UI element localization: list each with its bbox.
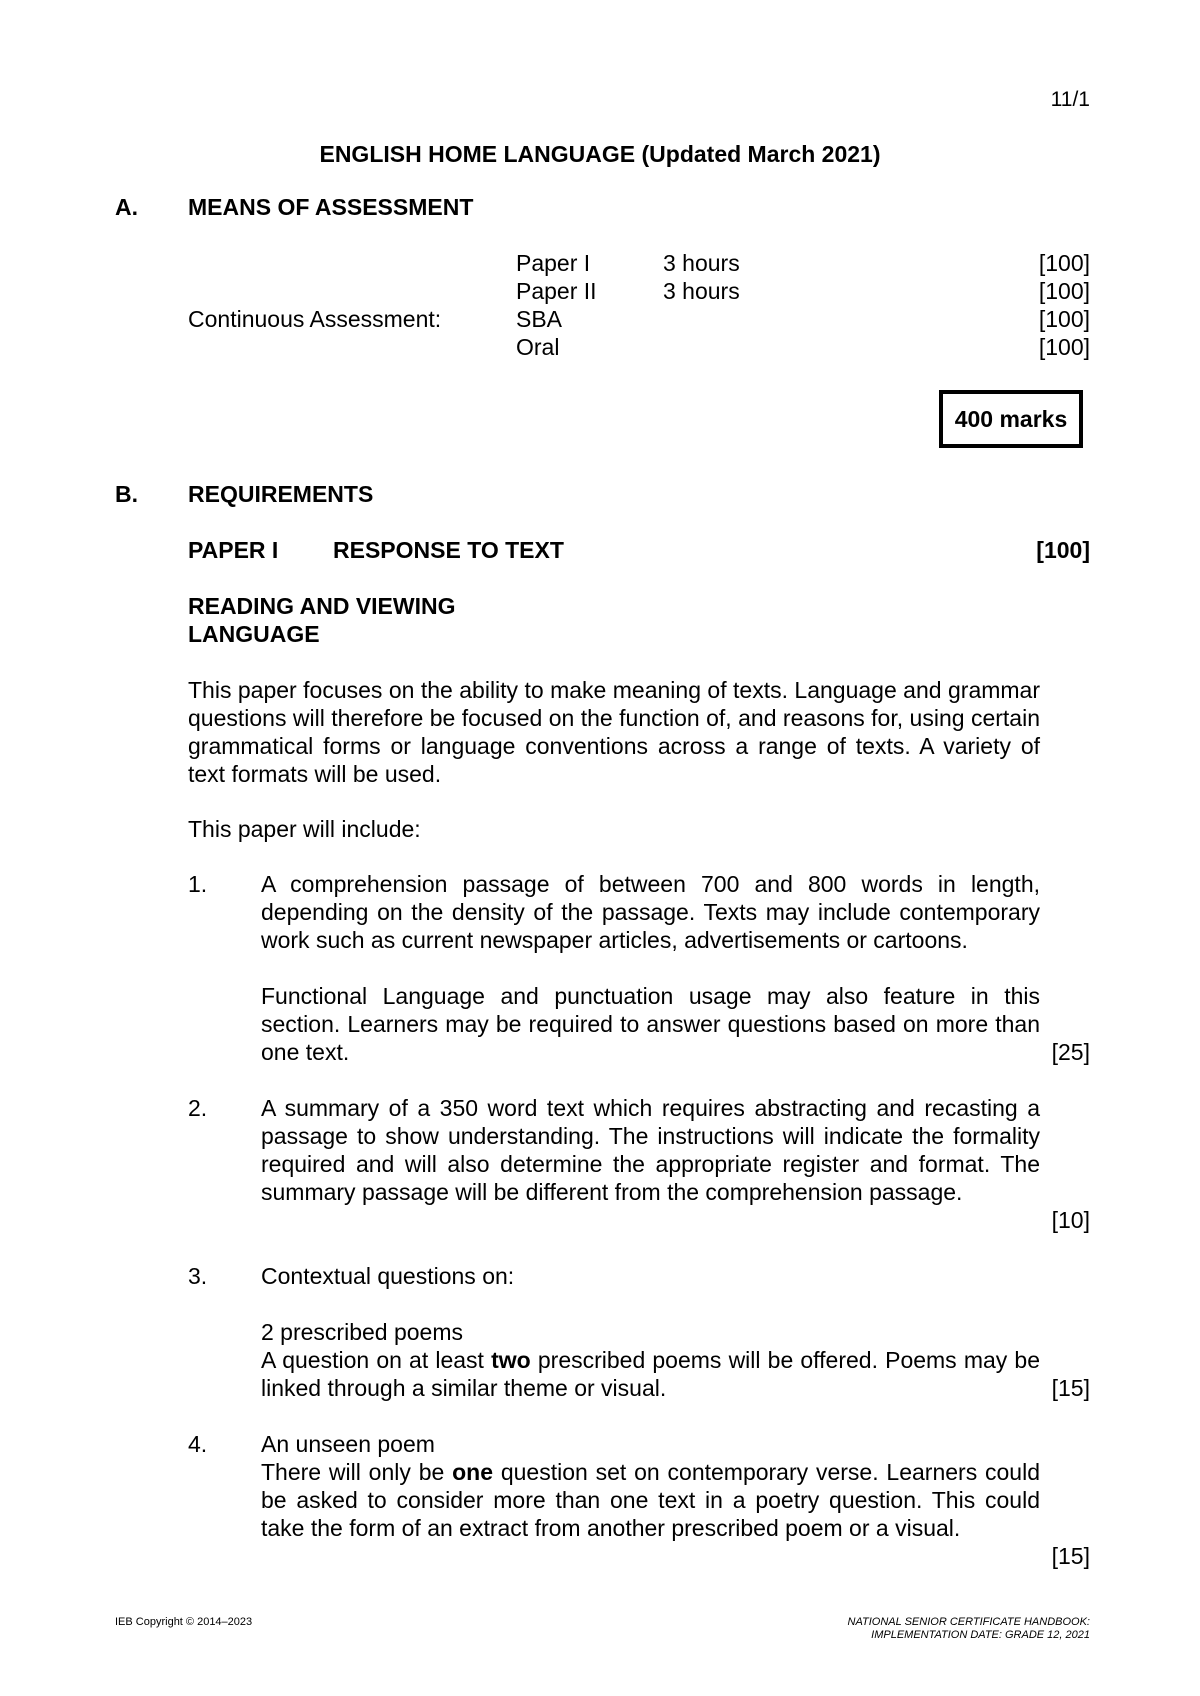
item-sub-text [261, 1346, 1040, 1402]
assessment-item: SBA [516, 306, 563, 332]
footer-implementation: IMPLEMENTATION DATE: GRADE 12, 2021 [871, 1629, 1090, 1641]
item-text-bold: one [452, 1459, 493, 1485]
item-text: A comprehension passage of between 700 and 800 words in length, depending on the density of the passage. Texts may include contemporary work such as current newspaper articles, advertisements or cartoons. [261, 871, 1040, 953]
item-number: 3. [188, 1263, 208, 1289]
item-number: 4. [188, 1431, 208, 1457]
assessment-marks: [100] [1038, 278, 1090, 304]
total-marks-box: 400 marks [939, 390, 1083, 448]
footer-handbook: NATIONAL SENIOR CERTIFICATE HANDBOOK: [847, 1616, 1090, 1628]
sub-heading-reading: READING AND VIEWING [188, 593, 456, 619]
paper-label: PAPER I [188, 537, 279, 563]
item-number: 1. [188, 871, 208, 897]
paper-title: RESPONSE TO TEXT [333, 537, 564, 563]
item-text: Contextual questions on: [261, 1263, 515, 1289]
assessment-item: Paper I [516, 250, 591, 276]
item-text-post: question set on contemporary verse. Learners could be asked to consider more than one text in a poetry question. This could take the form of an extract from another prescribed poem or a visual. [261, 1459, 1041, 1541]
paper-marks: [100] [1036, 537, 1090, 563]
section-a-letter: A. [115, 194, 138, 220]
item-text: A summary of a 350 word text which requires abstracting and recasting a passage to show understanding. The instructions will indicate the formality required and will also determine the appropriate register and format. The summary passage will be different from the comprehension passage. [261, 1095, 1040, 1205]
assessment-duration: 3 hours [663, 278, 740, 304]
page-title: ENGLISH HOME LANGUAGE (Updated March 2021) [319, 141, 881, 167]
item-text-pre: There will only be [261, 1459, 453, 1485]
section-b-heading: REQUIREMENTS [188, 481, 374, 507]
item-text-continued: Functional Language and punctuation usage may also feature in this section. Learners may be required to answer questions based on more than one text. [261, 983, 1040, 1065]
assessment-marks: [100] [1038, 250, 1090, 276]
item-marks: [10] [1051, 1207, 1090, 1233]
section-b-letter: B. [115, 481, 138, 507]
assessment-item: Oral [516, 334, 560, 360]
item-sub-text-bold: two [491, 1347, 531, 1373]
assessment-label: Continuous Assessment: [188, 306, 442, 332]
item-sub-text-post: prescribed poems will be offered. Poems may be linked through a similar theme or visual. [261, 1347, 1041, 1401]
page-number: 11/1 [1050, 88, 1090, 111]
item-sub-title: 2 prescribed poems [261, 1319, 463, 1345]
assessment-marks: [100] [1038, 306, 1090, 332]
item-marks: [15] [1051, 1543, 1090, 1569]
item-number: 2. [188, 1095, 208, 1121]
item-title: An unseen poem [261, 1431, 435, 1457]
assessment-duration: 3 hours [663, 250, 740, 276]
section-a-heading: MEANS OF ASSESSMENT [188, 194, 474, 220]
includes-label: This paper will include: [188, 816, 421, 842]
item-marks: [25] [1051, 1039, 1090, 1065]
assessment-item: Paper II [516, 278, 597, 304]
assessment-marks: [100] [1038, 334, 1090, 360]
sub-heading-language: LANGUAGE [188, 621, 320, 647]
item-text [261, 1458, 1040, 1542]
intro-paragraph: This paper focuses on the ability to make meaning of texts. Language and grammar questions will therefore be focused on the function of, and reasons for, using certain grammatical forms or language conventions across a range of texts. A variety of text formats will be used. [188, 677, 1040, 787]
item-marks: [15] [1051, 1375, 1090, 1401]
item-sub-text-pre: A question on at least [261, 1347, 492, 1373]
footer-copyright: IEB Copyright © 2014–2023 [115, 1616, 253, 1628]
